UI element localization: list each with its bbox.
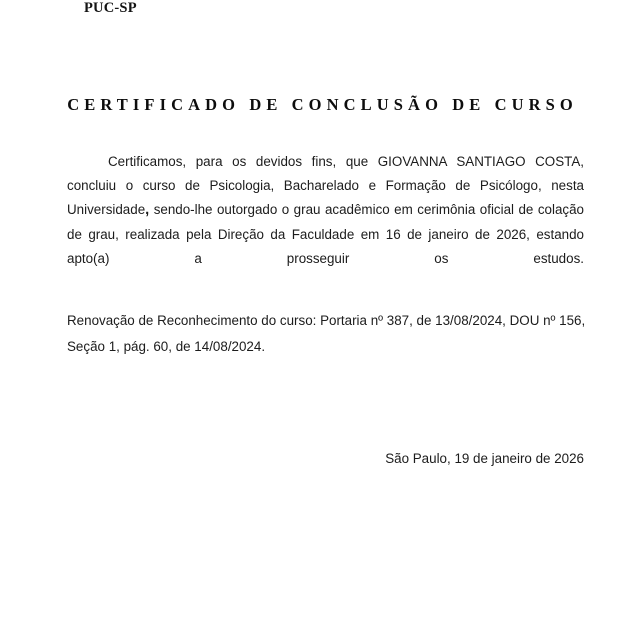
place-and-date: São Paulo, 19 de janeiro de 2026 [385,451,584,466]
certification-text-part-two: sendo-lhe outorgado o grau acadêmico em cerimônia oficial de colação de grau, realizada pela Direção da Faculdade em 16 de janeiro de 2026, estando apto(a) a prosseguir os estudos. [67,202,584,266]
place-date-section [67,448,584,470]
certificate-body [67,150,584,295]
recognition-paragraph: Renovação de Reconhecimento do curso: Portaria nº 387, de 13/08/2024, DOU nº 156, Seção 1, pág. 60, de 14/08/2024. [67,313,586,354]
emphasis-comma: , [145,202,150,219]
institution-header: PUC-SP [84,0,137,16]
certification-paragraph [67,150,584,295]
page-title: CERTIFICADO DE CONCLUSÃO DE CURSO [67,95,578,115]
recognition-section [67,308,592,360]
certification-text-part-one: Certificamos, para os devidos fins, que GIOVANNA SANTIAGO COSTA, concluiu o curso de Psicologia, Bacharelado e Formação de Psicólogo, nesta Universidade [67,154,584,218]
